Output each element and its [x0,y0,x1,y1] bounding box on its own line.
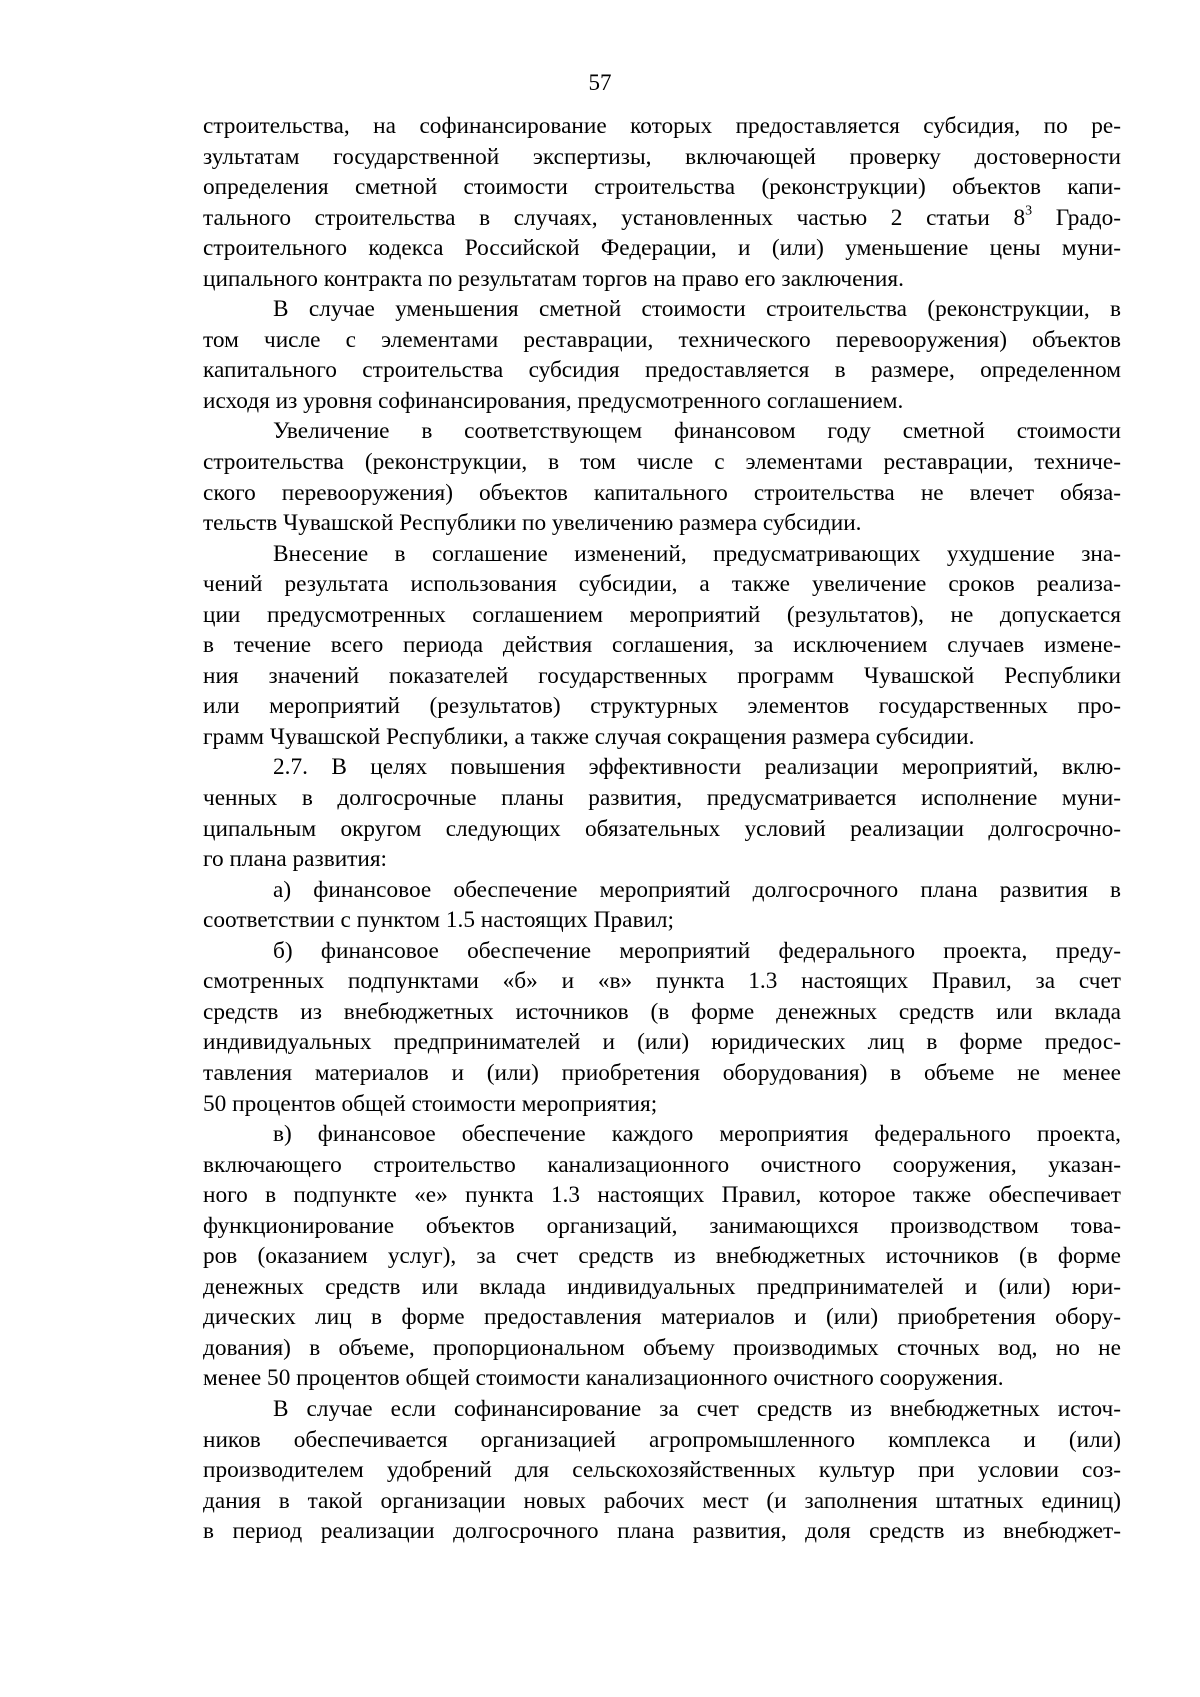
text-line: Внесение в соглашение изменений, предусматривающих ухудшение зна- [273,540,1121,567]
text-line: том числе с элементами реставрации, технического перевооружения) объектов [203,326,1121,353]
text-line: Увеличение в соответствующем финансовом году сметной стоимости [273,418,1121,445]
text-line: дания в такой организации новых рабочих мест (и заполнения штатных единиц) [203,1487,1121,1514]
paragraph [203,111,1121,294]
text-line: ников обеспечивается организацией агропромышленного комплекса и (или) [203,1426,1121,1453]
text-line: 50 процентов общей стоимости мероприятия; [203,1090,658,1117]
text-line: ского перевооружения) объектов капитального строительства не влечет обяза- [203,479,1121,506]
text-line: в период реализации долгосрочного плана развития, доля средств из внебюджет- [203,1518,1121,1545]
text-line: индивидуальных предпринимателей и (или) юридических лиц в форме предос- [203,1029,1121,1056]
paragraph [203,416,1121,538]
text-line: в течение всего периода действия соглашения, за исключением случаев измене- [203,632,1121,659]
text-line: включающего строительство канализационного очистного сооружения, указан- [203,1151,1121,1178]
text-line: чений результата использования субсидии, а также увеличение сроков реализа- [203,571,1121,598]
paragraph [203,1394,1121,1547]
text-line: а) финансовое обеспечение мероприятий долгосрочного плана развития в [273,876,1121,903]
text-line: В случае если софинансирование за счет средств из внебюджетных источ- [273,1395,1121,1422]
text-line: в) финансовое обеспечение каждого мероприятия федерального проекта, [273,1121,1121,1148]
text-line: исходя из уровня софинансирования, предусмотренного соглашением. [203,387,904,414]
paragraph [203,936,1121,1119]
text-line: или мероприятий (результатов) структурных элементов государственных про- [203,693,1121,720]
text-line: В случае уменьшения сметной стоимости строительства (реконструкции, в [273,296,1121,323]
paragraph [203,1119,1121,1394]
page-number: 57 [588,70,612,95]
text-line: 2.7. В целях повышения эффективности реализации мероприятий, вклю- [273,754,1121,781]
superscript: 3 [1025,203,1033,219]
text-line: ров (оказанием услуг), за счет средств из внебюджетных источников (в форме [203,1243,1121,1270]
text-line: го плана развития: [203,846,388,873]
document-body [203,111,1121,1547]
text-run: Градо- [1032,204,1121,231]
paragraph [203,752,1121,874]
text-line: тельств Чувашской Республики по увеличению размера субсидии. [203,510,862,537]
text-line: строительства, на софинансирование которых предоставляется субсидия, по ре- [203,113,1121,139]
text-line: ципального контракта по результатам торгов на право его заключения. [203,265,904,292]
text-line: зультатам государственной экспертизы, включающей проверку достоверности [203,143,1121,170]
text-line: средств из внебюджетных источников (в форме денежных средств или вклада [203,998,1121,1025]
text-line: определения сметной стоимости строительства (реконструкции) объектов капи- [203,174,1121,201]
text-line: ченных в долгосрочные планы развития, предусматривается исполнение муни- [203,785,1121,812]
text-line: дования) в объеме, пропорциональном объему производимых сточных вод, но не [203,1334,1121,1361]
text-line: ного в подпункте «е» пункта 1.3 настоящих Правил, которое также обеспечивает [203,1182,1121,1209]
text-line: капитального строительства субсидия предоставляется в размере, определенном [203,357,1121,384]
text-line: тавления материалов и (или) приобретения оборудования) в объеме не менее [203,1059,1121,1086]
text-line: ципальным округом следующих обязательных условий реализации долгосрочно- [203,815,1121,842]
text-run: тального строительства в случаях, установленных частью 2 статьи 8 [203,204,1026,231]
text-line: производителем удобрений для сельскохозяйственных культур при условии соз- [203,1457,1121,1484]
text-line: б) финансовое обеспечение мероприятий федерального проекта, преду- [273,937,1121,964]
text-line: строительного кодекса Российской Федерации, и (или) уменьшение цены муни- [203,235,1121,262]
text-line: соответствии с пунктом 1.5 настоящих Правил; [203,907,675,934]
text-line: ния значений показателей государственных программ Чувашской Республики [203,662,1121,689]
text-line: смотренных подпунктами «б» и «в» пункта 1.3 настоящих Правил, за счет [203,968,1121,995]
text-line: грамм Чувашской Республики, а также случая сокращения размера субсидии. [203,723,975,750]
paragraph [203,294,1121,416]
paragraph [203,875,1121,936]
text-line [203,203,1121,234]
text-line: строительства (реконструкции, в том числе с элементами реставрации, техниче- [203,449,1121,476]
text-line: функционирование объектов организаций, занимающихся производством това- [203,1212,1121,1239]
paragraph [203,539,1121,753]
text-line: ции предусмотренных соглашением мероприятий (результатов), не допускается [203,601,1121,628]
text-line: денежных средств или вклада индивидуальных предпринимателей и (или) юри- [203,1273,1121,1300]
text-line: дических лиц в форме предоставления материалов и (или) приобретения обору- [203,1304,1121,1331]
text-line: менее 50 процентов общей стоимости канализационного очистного сооружения. [203,1365,1004,1392]
